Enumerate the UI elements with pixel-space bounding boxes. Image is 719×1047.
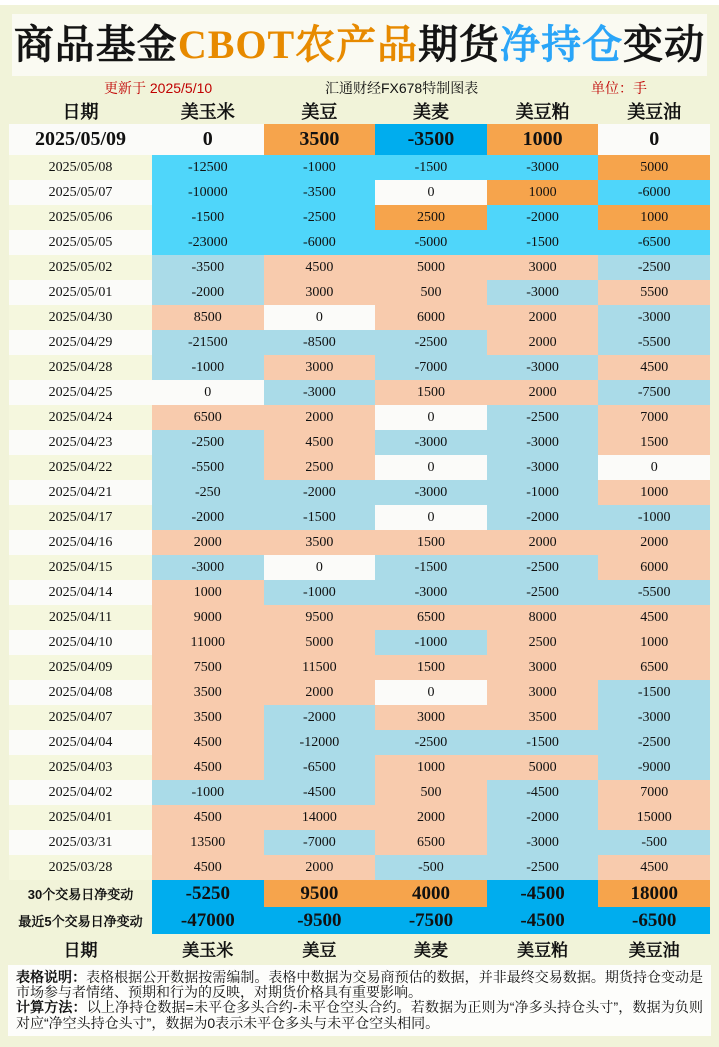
value-cell: 1500 xyxy=(375,530,487,555)
value-cell: 1000 xyxy=(598,205,710,230)
value-cell: 6500 xyxy=(375,830,487,855)
subheader-bar xyxy=(0,78,719,98)
note-label: 表格说明： xyxy=(16,969,87,985)
note-text: 以上净持仓数据=未平仓多头合约-未平仓空头合约。若数据为正则为“净多头持仓头寸”，数据为负则对应“净空头持仓头寸”，数据为0表示未平仓多头与未平仓空头相同。 xyxy=(16,999,703,1031)
value-cell: -1500 xyxy=(152,205,264,230)
value-cell: 0 xyxy=(152,124,264,155)
value-cell: -3000 xyxy=(487,355,599,380)
value-cell: 7500 xyxy=(152,655,264,680)
table-row xyxy=(9,705,710,730)
title-segment: CBOT农产品 xyxy=(177,22,419,67)
value-cell: -1000 xyxy=(264,580,376,605)
value-cell: 0 xyxy=(375,180,487,205)
value-cell: 5000 xyxy=(264,630,376,655)
value-cell: -7500 xyxy=(598,380,710,405)
value-cell: 15000 xyxy=(598,805,710,830)
value-cell: -12000 xyxy=(264,730,376,755)
value-cell: -9000 xyxy=(598,755,710,780)
date-cell: 2025/04/16 xyxy=(9,530,152,555)
table-row xyxy=(9,255,710,280)
value-cell: 2000 xyxy=(487,330,599,355)
value-cell: -2500 xyxy=(487,580,599,605)
footer-column-header: 美麦 xyxy=(413,940,448,960)
value-cell: 1000 xyxy=(152,580,264,605)
footer-column-header-date: 日期 xyxy=(63,940,98,960)
value-cell: 6500 xyxy=(152,405,264,430)
value-cell: 8000 xyxy=(487,605,599,630)
value-cell: -12500 xyxy=(152,155,264,180)
date-cell: 2025/04/01 xyxy=(9,805,152,830)
value-cell: 500 xyxy=(375,780,487,805)
value-cell: 2000 xyxy=(487,380,599,405)
value-cell: -2500 xyxy=(598,730,710,755)
value-cell: -1500 xyxy=(375,555,487,580)
value-cell: 3000 xyxy=(264,355,376,380)
value-cell: 11500 xyxy=(264,655,376,680)
column-header: 美豆粕 xyxy=(515,102,570,122)
table-row xyxy=(9,505,710,530)
date-cell: 2025/04/23 xyxy=(9,430,152,455)
date-cell: 2025/04/21 xyxy=(9,480,152,505)
summary-value-cell: -4500 xyxy=(487,907,599,934)
value-cell: -2500 xyxy=(375,730,487,755)
value-cell: 1000 xyxy=(487,180,599,205)
summary-value-cell: -9500 xyxy=(264,907,376,934)
summary-value-cell: 9500 xyxy=(264,880,376,907)
column-header: 美豆 xyxy=(301,102,338,122)
value-cell: -1000 xyxy=(264,155,376,180)
value-cell: -1000 xyxy=(375,630,487,655)
date-cell: 2025/04/03 xyxy=(9,755,152,780)
value-cell: 4500 xyxy=(264,255,376,280)
date-cell: 2025/04/22 xyxy=(9,455,152,480)
value-cell: 2000 xyxy=(375,805,487,830)
table-row xyxy=(9,455,710,480)
footer-column-header: 美玉米 xyxy=(182,940,234,960)
summary-row xyxy=(9,907,710,934)
value-cell: -1500 xyxy=(375,155,487,180)
value-cell: 4500 xyxy=(264,430,376,455)
value-cell: -6500 xyxy=(264,755,376,780)
date-cell: 2025/05/06 xyxy=(9,205,152,230)
date-cell: 2025/04/04 xyxy=(9,730,152,755)
summary-value-cell: 4000 xyxy=(375,880,487,907)
value-cell: -6000 xyxy=(598,180,710,205)
value-cell: -3000 xyxy=(375,430,487,455)
value-cell: -3000 xyxy=(598,705,710,730)
updated-date: 更新于 2025/5/10 xyxy=(104,80,213,96)
value-cell: 3000 xyxy=(264,280,376,305)
footer-column-header: 美豆油 xyxy=(628,940,680,960)
value-cell: -2500 xyxy=(487,405,599,430)
value-cell: -3000 xyxy=(264,380,376,405)
value-cell: 9000 xyxy=(152,605,264,630)
date-cell: 2025/04/07 xyxy=(9,705,152,730)
table-row xyxy=(9,830,710,855)
table-row xyxy=(9,680,710,705)
value-cell: 5500 xyxy=(598,280,710,305)
value-cell: 14000 xyxy=(264,805,376,830)
value-cell: 3000 xyxy=(487,680,599,705)
source-label: 汇通财经FX678特制图表 xyxy=(324,80,479,96)
title-segment: 净持仓 xyxy=(500,22,624,67)
value-cell: -3000 xyxy=(487,280,599,305)
summary-value-cell: -6500 xyxy=(598,907,710,934)
value-cell: 4500 xyxy=(152,755,264,780)
value-cell: -2000 xyxy=(487,505,599,530)
value-cell: -2500 xyxy=(375,330,487,355)
value-cell: 2500 xyxy=(375,205,487,230)
value-cell: 2000 xyxy=(487,530,599,555)
value-cell: 3000 xyxy=(487,255,599,280)
value-cell: 7000 xyxy=(598,405,710,430)
table-row xyxy=(9,630,710,655)
value-cell: 4500 xyxy=(598,355,710,380)
value-cell: 0 xyxy=(264,555,376,580)
value-cell: -2000 xyxy=(487,205,599,230)
value-cell: 9500 xyxy=(264,605,376,630)
value-cell: 2500 xyxy=(264,455,376,480)
table-row xyxy=(9,580,710,605)
value-cell: 11000 xyxy=(152,630,264,655)
value-cell: 2000 xyxy=(152,530,264,555)
date-cell: 2025/04/09 xyxy=(9,655,152,680)
value-cell: -1500 xyxy=(598,680,710,705)
table-row xyxy=(9,605,710,630)
value-cell: 1500 xyxy=(598,430,710,455)
value-cell: 1500 xyxy=(375,380,487,405)
value-cell: 7000 xyxy=(598,780,710,805)
positions-table xyxy=(9,98,710,962)
value-cell: 4500 xyxy=(152,805,264,830)
footer-column-header: 美豆粕 xyxy=(517,940,569,960)
value-cell: -500 xyxy=(375,855,487,880)
value-cell: -5500 xyxy=(598,580,710,605)
table-row xyxy=(9,330,710,355)
value-cell: -250 xyxy=(152,480,264,505)
value-cell: -2000 xyxy=(487,805,599,830)
date-cell: 2025/04/02 xyxy=(9,780,152,805)
table-row xyxy=(9,380,710,405)
page-title xyxy=(12,14,707,76)
note-label: 计算方法： xyxy=(16,999,87,1016)
value-cell: 3500 xyxy=(264,124,376,155)
table-row xyxy=(9,230,710,255)
value-cell: 3500 xyxy=(264,530,376,555)
value-cell: 500 xyxy=(375,280,487,305)
value-cell: -5000 xyxy=(375,230,487,255)
value-cell: 1000 xyxy=(375,755,487,780)
date-cell: 2025/04/25 xyxy=(9,380,152,405)
table-row xyxy=(9,280,710,305)
value-cell: -3000 xyxy=(487,430,599,455)
title-segment: 商品基金 xyxy=(13,22,178,67)
date-cell: 2025/04/10 xyxy=(9,630,152,655)
value-cell: -2500 xyxy=(487,555,599,580)
value-cell: 0 xyxy=(152,380,264,405)
date-cell: 2025/04/14 xyxy=(9,580,152,605)
column-header-date: 日期 xyxy=(62,102,99,122)
value-cell: -1500 xyxy=(487,230,599,255)
table-note xyxy=(16,970,703,1000)
value-cell: 4500 xyxy=(152,855,264,880)
value-cell: -2500 xyxy=(598,255,710,280)
date-cell: 2025/05/08 xyxy=(9,155,152,180)
value-cell: 4500 xyxy=(152,730,264,755)
date-cell: 2025/03/28 xyxy=(9,855,152,880)
value-cell: -1000 xyxy=(598,505,710,530)
value-cell: 0 xyxy=(375,455,487,480)
value-cell: -3000 xyxy=(487,830,599,855)
value-cell: 2000 xyxy=(264,680,376,705)
value-cell: -4500 xyxy=(487,780,599,805)
value-cell: 8500 xyxy=(152,305,264,330)
summary-label: 最近5个交易日净变动 xyxy=(18,914,143,929)
footer-header-row xyxy=(9,934,710,962)
value-cell: -7000 xyxy=(375,355,487,380)
table-row xyxy=(9,730,710,755)
value-cell: 0 xyxy=(598,455,710,480)
title-segment: 期货 xyxy=(418,22,501,67)
date-cell: 2025/04/28 xyxy=(9,355,152,380)
date-cell: 2025/04/24 xyxy=(9,405,152,430)
table-row xyxy=(9,180,710,205)
date-cell: 2025/05/07 xyxy=(9,180,152,205)
date-cell: 2025/05/09 xyxy=(9,124,152,155)
summary-value-cell: -4500 xyxy=(487,880,599,907)
value-cell: 6000 xyxy=(598,555,710,580)
summary-value-cell: -7500 xyxy=(375,907,487,934)
table-row xyxy=(9,430,710,455)
value-cell: -2500 xyxy=(264,205,376,230)
value-cell: 1000 xyxy=(598,630,710,655)
unit-label: 单位：手 xyxy=(590,80,647,96)
value-cell: 6000 xyxy=(375,305,487,330)
value-cell: 6500 xyxy=(375,605,487,630)
value-cell: -1000 xyxy=(487,480,599,505)
value-cell: 2000 xyxy=(487,305,599,330)
table-row xyxy=(9,530,710,555)
value-cell: -2500 xyxy=(152,430,264,455)
date-cell: 2025/04/08 xyxy=(9,680,152,705)
value-cell: 4500 xyxy=(598,605,710,630)
value-cell: -1500 xyxy=(264,505,376,530)
table-header xyxy=(9,98,710,124)
summary-row xyxy=(9,880,710,907)
value-cell: 0 xyxy=(598,124,710,155)
summary-value-cell: -5250 xyxy=(152,880,264,907)
table-row xyxy=(9,355,710,380)
footer-column-header: 美豆 xyxy=(302,940,337,960)
value-cell: 5000 xyxy=(598,155,710,180)
table-row xyxy=(9,655,710,680)
value-cell: -2000 xyxy=(152,280,264,305)
table-row xyxy=(9,405,710,430)
value-cell: -8500 xyxy=(264,330,376,355)
date-cell: 2025/04/17 xyxy=(9,505,152,530)
value-cell: -2000 xyxy=(264,480,376,505)
value-cell: -3500 xyxy=(375,124,487,155)
value-cell: 2000 xyxy=(264,855,376,880)
value-cell: -2000 xyxy=(152,505,264,530)
date-cell: 2025/03/31 xyxy=(9,830,152,855)
table-row xyxy=(9,155,710,180)
date-cell: 2025/04/11 xyxy=(9,605,152,630)
value-cell: 1000 xyxy=(487,124,599,155)
value-cell: 0 xyxy=(375,405,487,430)
date-cell: 2025/05/01 xyxy=(9,280,152,305)
table-row xyxy=(9,480,710,505)
value-cell: 3000 xyxy=(375,705,487,730)
method-note xyxy=(16,1000,703,1030)
column-header: 美玉米 xyxy=(180,102,235,122)
value-cell: -3000 xyxy=(375,580,487,605)
notes-box xyxy=(8,965,711,1036)
value-cell: -10000 xyxy=(152,180,264,205)
table-row xyxy=(9,305,710,330)
value-cell: 13500 xyxy=(152,830,264,855)
summary-value-cell: 18000 xyxy=(598,880,710,907)
table-row xyxy=(9,124,710,155)
value-cell: 2000 xyxy=(264,405,376,430)
value-cell: 5000 xyxy=(487,755,599,780)
table-row xyxy=(9,205,710,230)
value-cell: 3500 xyxy=(152,705,264,730)
value-cell: 0 xyxy=(375,680,487,705)
date-cell: 2025/05/05 xyxy=(9,230,152,255)
date-cell: 2025/04/15 xyxy=(9,555,152,580)
value-cell: 3500 xyxy=(152,680,264,705)
value-cell: -3500 xyxy=(152,255,264,280)
value-cell: -23000 xyxy=(152,230,264,255)
header-row xyxy=(9,98,710,124)
value-cell: -3000 xyxy=(487,155,599,180)
value-cell: 0 xyxy=(264,305,376,330)
value-cell: -3000 xyxy=(487,455,599,480)
value-cell: -1000 xyxy=(152,355,264,380)
table-row xyxy=(9,555,710,580)
value-cell: 5000 xyxy=(375,255,487,280)
date-cell: 2025/04/30 xyxy=(9,305,152,330)
title-segment: 变动 xyxy=(623,22,706,67)
value-cell: -7000 xyxy=(264,830,376,855)
table-row xyxy=(9,755,710,780)
table-row xyxy=(9,805,710,830)
value-cell: -500 xyxy=(598,830,710,855)
summary-value-cell: -47000 xyxy=(152,907,264,934)
date-cell: 2025/04/29 xyxy=(9,330,152,355)
value-cell: 2500 xyxy=(487,630,599,655)
value-cell: -5500 xyxy=(598,330,710,355)
value-cell: -2000 xyxy=(264,705,376,730)
value-cell: -1000 xyxy=(152,780,264,805)
value-cell: -21500 xyxy=(152,330,264,355)
top-strip xyxy=(0,0,719,5)
summary-label: 30个交易日净变动 xyxy=(27,887,134,902)
value-cell: 3500 xyxy=(487,705,599,730)
note-text: 表格根据公开数据按需编制。表格中数据为交易商预估的数据，并非最终交易数据。期货持仓变动是市场参与者情绪、预期和行为的反映，对期货价格具有重要影响。 xyxy=(16,969,704,1001)
value-cell: -3000 xyxy=(375,480,487,505)
value-cell: -3000 xyxy=(598,305,710,330)
value-cell: -5500 xyxy=(152,455,264,480)
column-header: 美豆油 xyxy=(627,102,682,122)
column-header: 美麦 xyxy=(412,102,449,122)
value-cell: 1000 xyxy=(598,480,710,505)
value-cell: -6000 xyxy=(264,230,376,255)
table-row xyxy=(9,780,710,805)
date-cell: 2025/05/02 xyxy=(9,255,152,280)
value-cell: -3500 xyxy=(264,180,376,205)
value-cell: -1500 xyxy=(487,730,599,755)
value-cell: 1500 xyxy=(375,655,487,680)
value-cell: -3000 xyxy=(152,555,264,580)
value-cell: -2500 xyxy=(487,855,599,880)
value-cell: -4500 xyxy=(264,780,376,805)
value-cell: 3000 xyxy=(487,655,599,680)
value-cell: 2000 xyxy=(598,530,710,555)
value-cell: -6500 xyxy=(598,230,710,255)
value-cell: 0 xyxy=(375,505,487,530)
table-row xyxy=(9,855,710,880)
value-cell: 6500 xyxy=(598,655,710,680)
value-cell: 4500 xyxy=(598,855,710,880)
